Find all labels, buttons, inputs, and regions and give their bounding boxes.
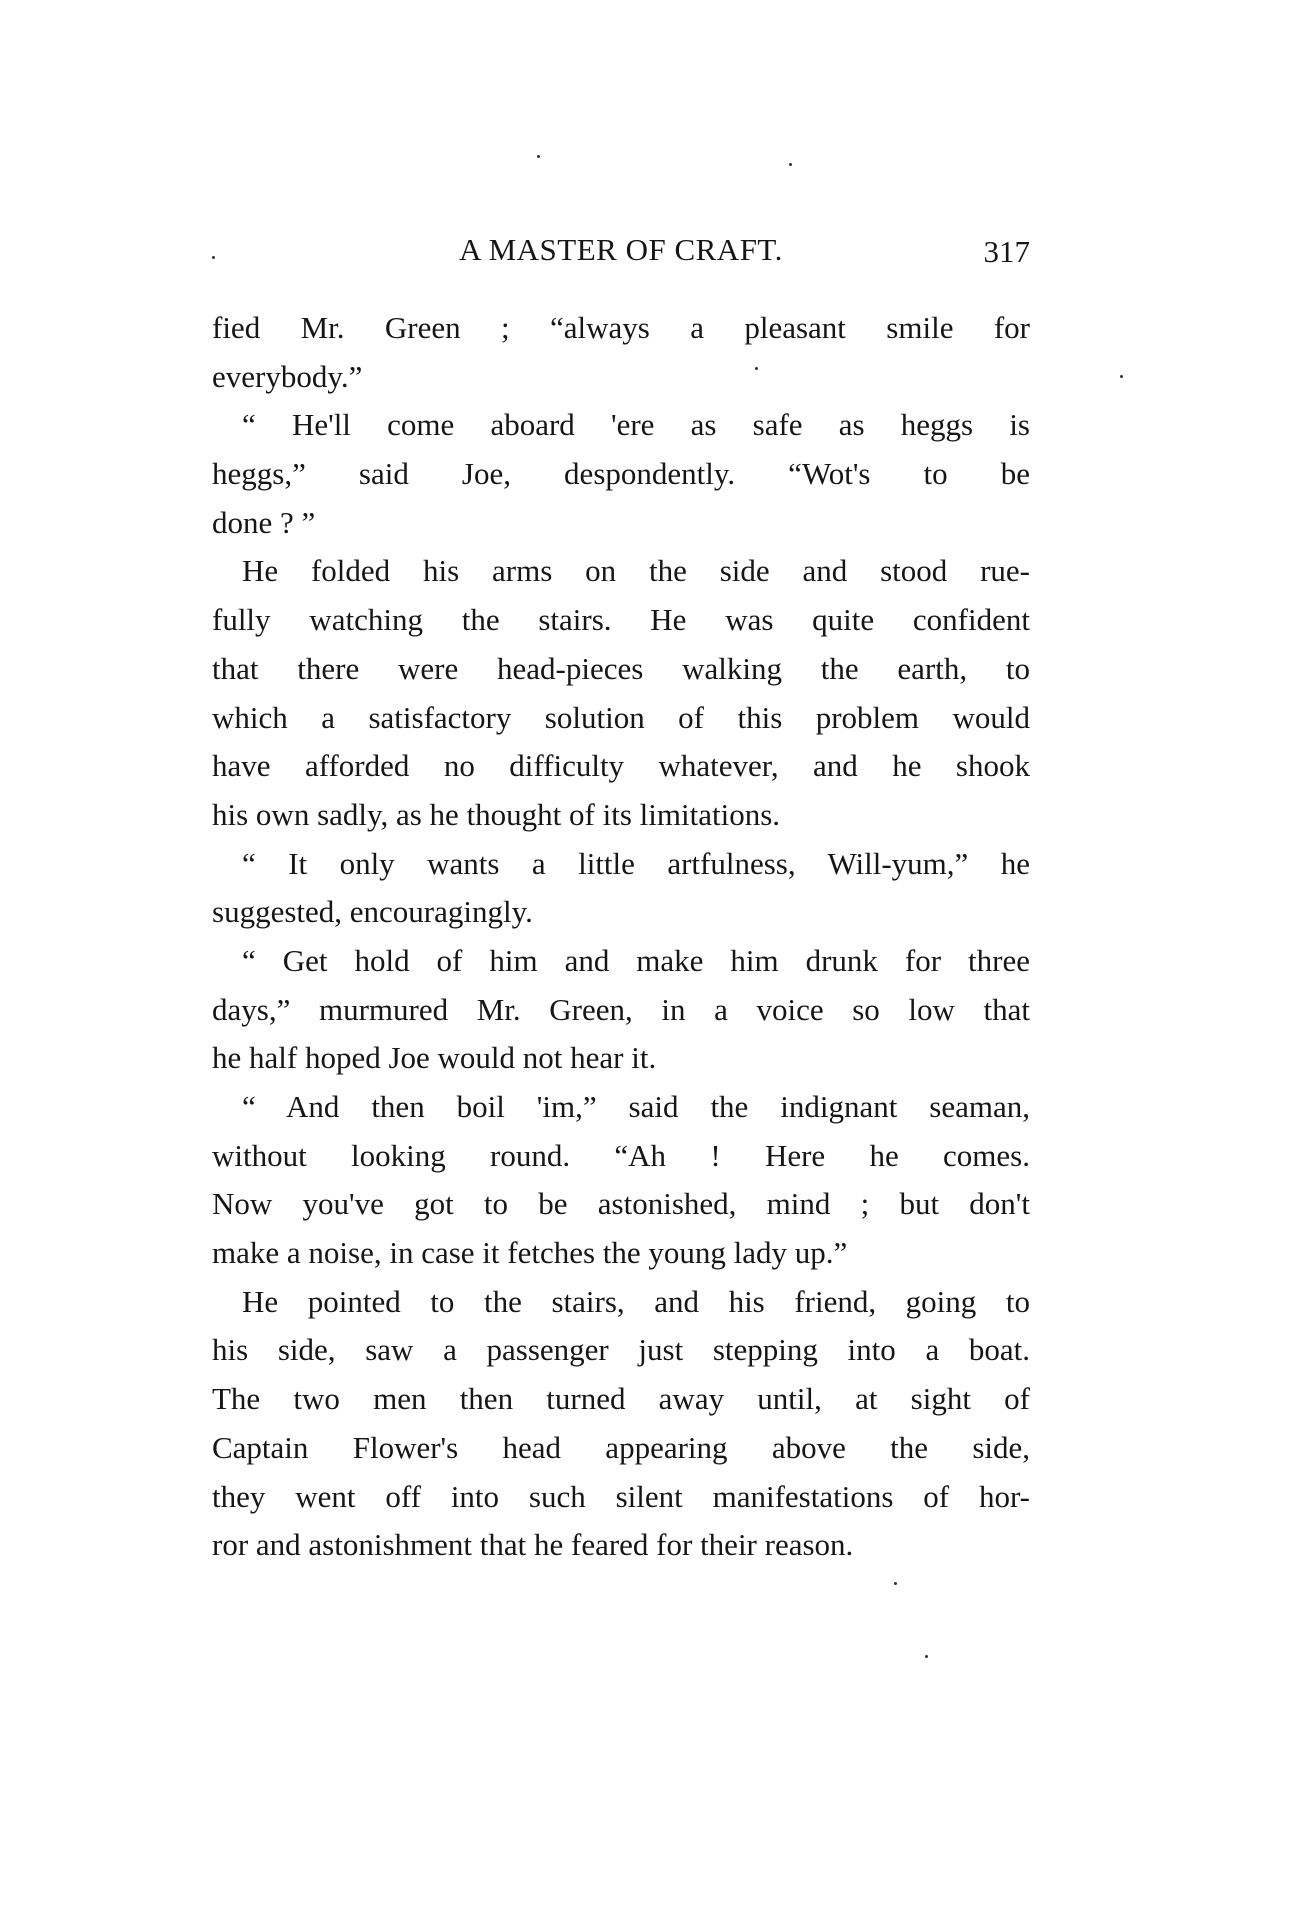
text-line: fied Mr. Green ; “always a pleasant smile for bbox=[212, 310, 1030, 345]
scan-speck bbox=[755, 367, 758, 370]
text-line: Now you've got to be astonished, mind ; but don't bbox=[212, 1186, 1030, 1222]
paragraph bbox=[212, 840, 1030, 937]
text-line: days,” murmured Mr. Green, in a voice so low that bbox=[212, 991, 1030, 1027]
text-line: which a satisfactory solution of this problem would bbox=[212, 699, 1030, 735]
text-line: his own sadly, as he thought of its limitations. bbox=[212, 796, 781, 832]
text-line: “ Get hold of him and make him drunk for three bbox=[242, 942, 1030, 978]
text-line: The two men then turned away until, at sight of bbox=[212, 1381, 1030, 1417]
page-number: 317 bbox=[983, 234, 1030, 269]
text-line: He folded his arms on the side and stood rue- bbox=[242, 553, 1030, 589]
text-line: “ He'll come aboard 'ere as safe as heggs is bbox=[242, 407, 1030, 443]
text-line: everybody.” bbox=[212, 358, 363, 394]
text-line: ror and astonishment that he feared for their reason. bbox=[212, 1527, 854, 1563]
scan-speck bbox=[1120, 375, 1123, 378]
paragraph bbox=[212, 1278, 1030, 1570]
text-line: heggs,” said Joe, despondently. “Wot's to be bbox=[212, 456, 1030, 492]
text-line: Captain Flower's head appearing above the side, bbox=[212, 1429, 1030, 1465]
scan-speck bbox=[894, 1582, 897, 1585]
text-line: “ It only wants a little artfulness, Will-yum,” he bbox=[242, 845, 1030, 881]
running-title: A MASTER OF CRAFT. bbox=[459, 232, 783, 267]
scan-speck bbox=[789, 163, 792, 166]
paragraph bbox=[212, 304, 1030, 401]
text-line: have afforded no difficulty whatever, and he shook bbox=[212, 748, 1030, 784]
scan-speck bbox=[212, 256, 215, 259]
text-line: his side, saw a passenger just stepping into a boat. bbox=[212, 1332, 1030, 1368]
text-line: without looking round. “Ah ! Here he comes. bbox=[212, 1137, 1030, 1173]
paragraph bbox=[212, 1083, 1030, 1278]
paragraph bbox=[212, 401, 1030, 547]
text-line: He pointed to the stairs, and his friend, going to bbox=[242, 1283, 1030, 1319]
text-line: they went off into such silent manifestations of hor- bbox=[212, 1478, 1030, 1514]
text-line: he half hoped Joe would not hear it. bbox=[212, 1040, 657, 1076]
scan-speck bbox=[925, 1655, 928, 1658]
text-line: fully watching the stairs. He was quite confident bbox=[212, 602, 1030, 638]
text-line: make a noise, in case it fetches the young lady up.” bbox=[212, 1235, 848, 1271]
page-header bbox=[212, 232, 1030, 278]
text-line: done ? ” bbox=[212, 504, 316, 540]
text-line: suggested, encouragingly. bbox=[212, 894, 533, 930]
body-text bbox=[212, 304, 1030, 1570]
text-line: that there were head-pieces walking the earth, to bbox=[212, 650, 1030, 686]
text-line: “ And then boil 'im,” said the indignant seaman, bbox=[242, 1089, 1030, 1124]
scan-speck bbox=[537, 155, 540, 158]
paragraph bbox=[212, 937, 1030, 1083]
paragraph bbox=[212, 547, 1030, 839]
